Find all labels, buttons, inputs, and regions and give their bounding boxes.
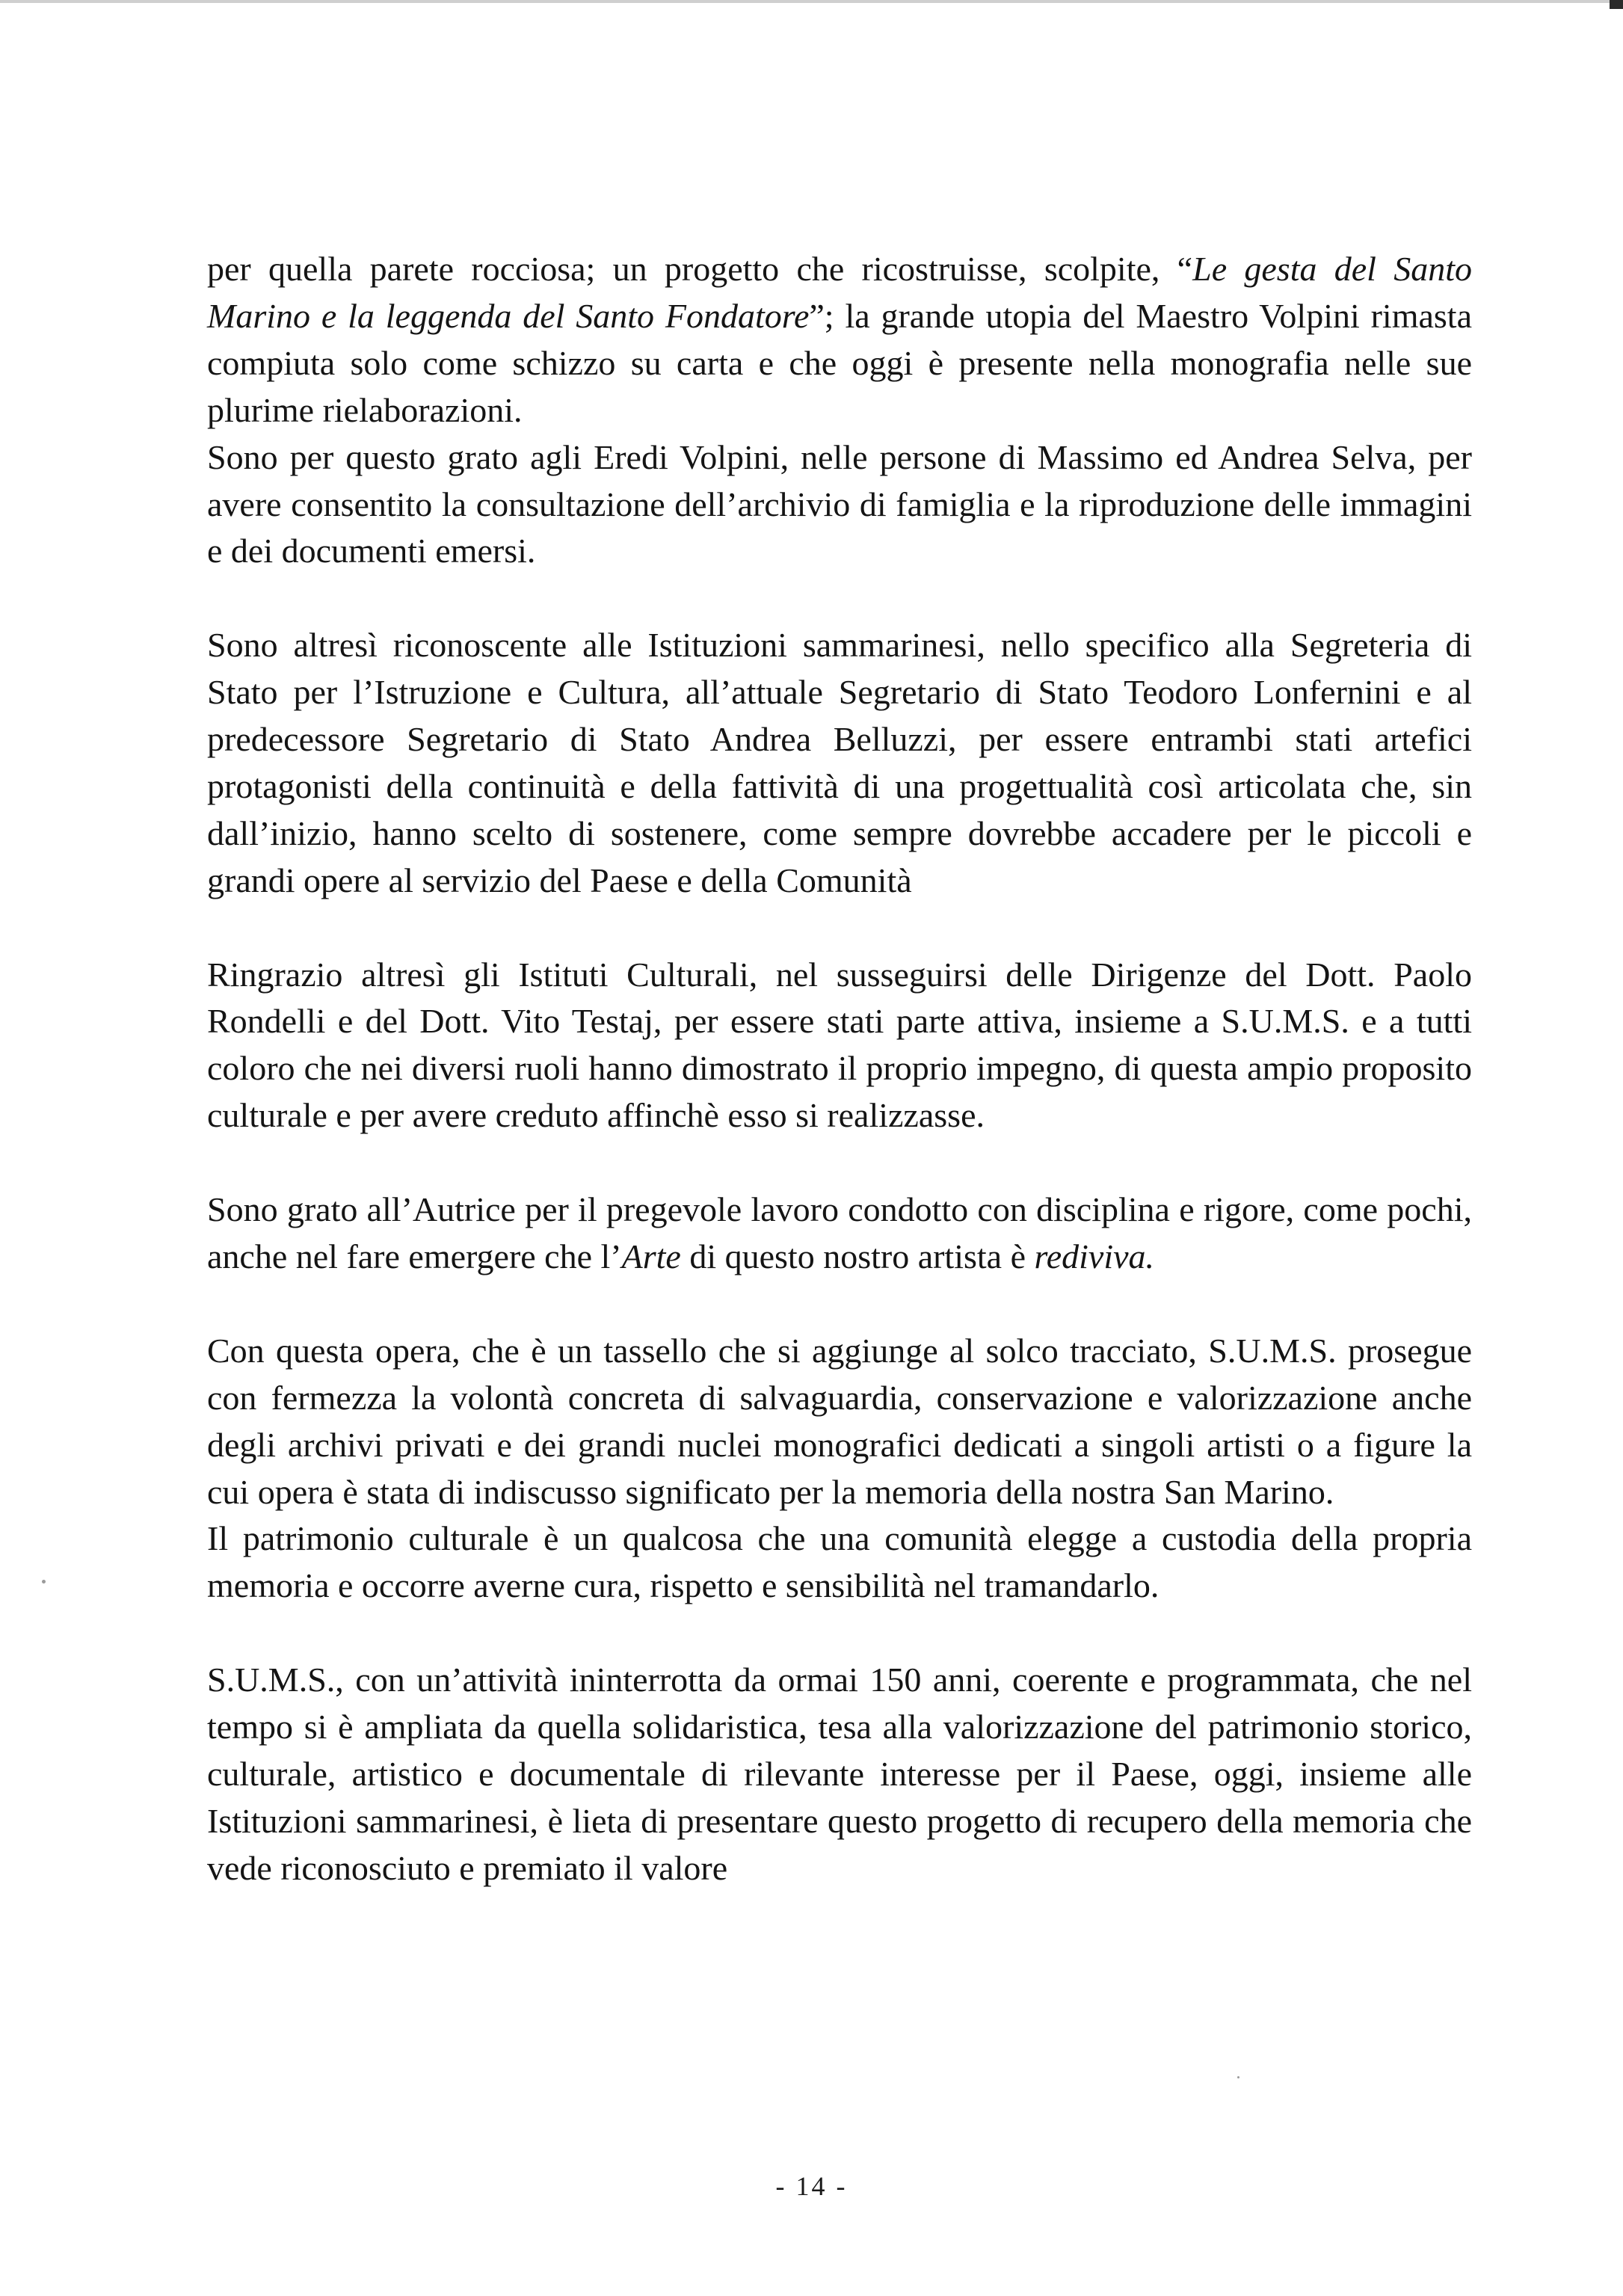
scan-speck bbox=[42, 1580, 46, 1583]
paragraph-sums-attivita bbox=[207, 1657, 1472, 1892]
italic-arte-run: Arte bbox=[621, 1237, 681, 1275]
paragraph-opera-sums bbox=[207, 1328, 1472, 1516]
paragraph-utopia bbox=[207, 246, 1472, 434]
text-run: Sono grato all’Autrice per il pregevole lavoro condotto con disciplina e rigore, come pochi, anche nel fare emergere che l’ bbox=[207, 1190, 1472, 1275]
page-number: - 14 - bbox=[775, 2171, 848, 2201]
text-run: Con questa opera, che è un tassello che si aggiunge al solco tracciato, S.U.M.S. prosegue con fermezza la volontà concreta di salvaguardia, conservazione e valorizzazione anche degli archivi privati e dei grandi nuclei monografici dedicati a singoli artisti o a figure la cui opera è stata di indiscusso significato per la memoria della nostra San Marino. bbox=[207, 1331, 1472, 1511]
paragraph-patrimonio bbox=[207, 1515, 1472, 1610]
scan-speck bbox=[1237, 2076, 1239, 2078]
text-run: Sono per questo grato agli Eredi Volpini, nelle persone di Massimo ed Andrea Selva, per avere consentito la consultazione dell’archivio di famiglia e la riproduzione delle immagini e dei documenti emersi. bbox=[207, 437, 1472, 570]
italic-title-run: Le gesta del Santo Marino e la leggenda del Santo Fondatore bbox=[207, 250, 1473, 335]
paragraph-eredi-volpini bbox=[207, 434, 1472, 576]
page-top-edge bbox=[0, 0, 1623, 3]
text-run: Il patrimonio culturale è un qualcosa che una comunità elegge a custodia della propria memoria e occorre averne cura, rispetto e sensibilità nel tramandarlo. bbox=[207, 1519, 1472, 1605]
text-run: ”; la grande utopia del Maestro Volpini rimasta compiuta solo come schizzo su carta e che oggi è presente nella monografia nelle sue plurime rielaborazioni. bbox=[207, 296, 1472, 429]
paragraph-istituti-culturali bbox=[207, 952, 1472, 1140]
text-run: Sono altresì riconoscente alle Istituzioni sammarinesi, nello specifico alla Segreteria di Stato per l’Istruzione e Cultura, all’attuale Segretario di Stato Teodoro Lonfernini e al predecessore Segretario di Stato Andrea Belluzzi, per essere entrambi stati artefici protagonisti della continuità e della fattività di una progettualità così articolata che, sin dall’inizio, hanno scelto di sostenere, come sempre dovrebbe accadere per le piccoli e grandi opere al servizio del Paese e della Comunità bbox=[207, 626, 1472, 899]
text-run: di questo nostro artista è bbox=[680, 1237, 1035, 1275]
italic-rediviva-run: rediviva. bbox=[1034, 1237, 1155, 1275]
scan-corner-mark bbox=[1610, 0, 1623, 9]
document-body bbox=[207, 246, 1472, 1892]
paragraph-istituzioni bbox=[207, 622, 1472, 904]
text-run: S.U.M.S., con un’attività ininterrotta da ormai 150 anni, coerente e programmata, che nel tempo si è ampliata da quella solidaristica, tesa alla valorizzazione del patrimonio storico, culturale, artistico e documentale di rilevante interesse per il Paese, oggi, insieme alle Istituzioni sammarinesi, è lieta di presentare questo progetto di recupero della memoria che vede riconosciuto e premiato il valore bbox=[207, 1661, 1472, 1887]
paragraph-autrice bbox=[207, 1187, 1472, 1281]
text-run: per quella parete rocciosa; un progetto che ricostruisse, scolpite, “ bbox=[207, 250, 1193, 288]
text-run: Ringrazio altresì gli Istituti Culturali, nel susseguirsi delle Dirigenze del Dott. Paolo Rondelli e del Dott. Vito Testaj, per essere stati parte attiva, insieme a S.U.M.S. e a tutti coloro che nei diversi ruoli hanno dimostrato il proprio impegno, di questa ampio proposito culturale e per avere creduto affinchè esso si realizzasse. bbox=[207, 955, 1472, 1135]
